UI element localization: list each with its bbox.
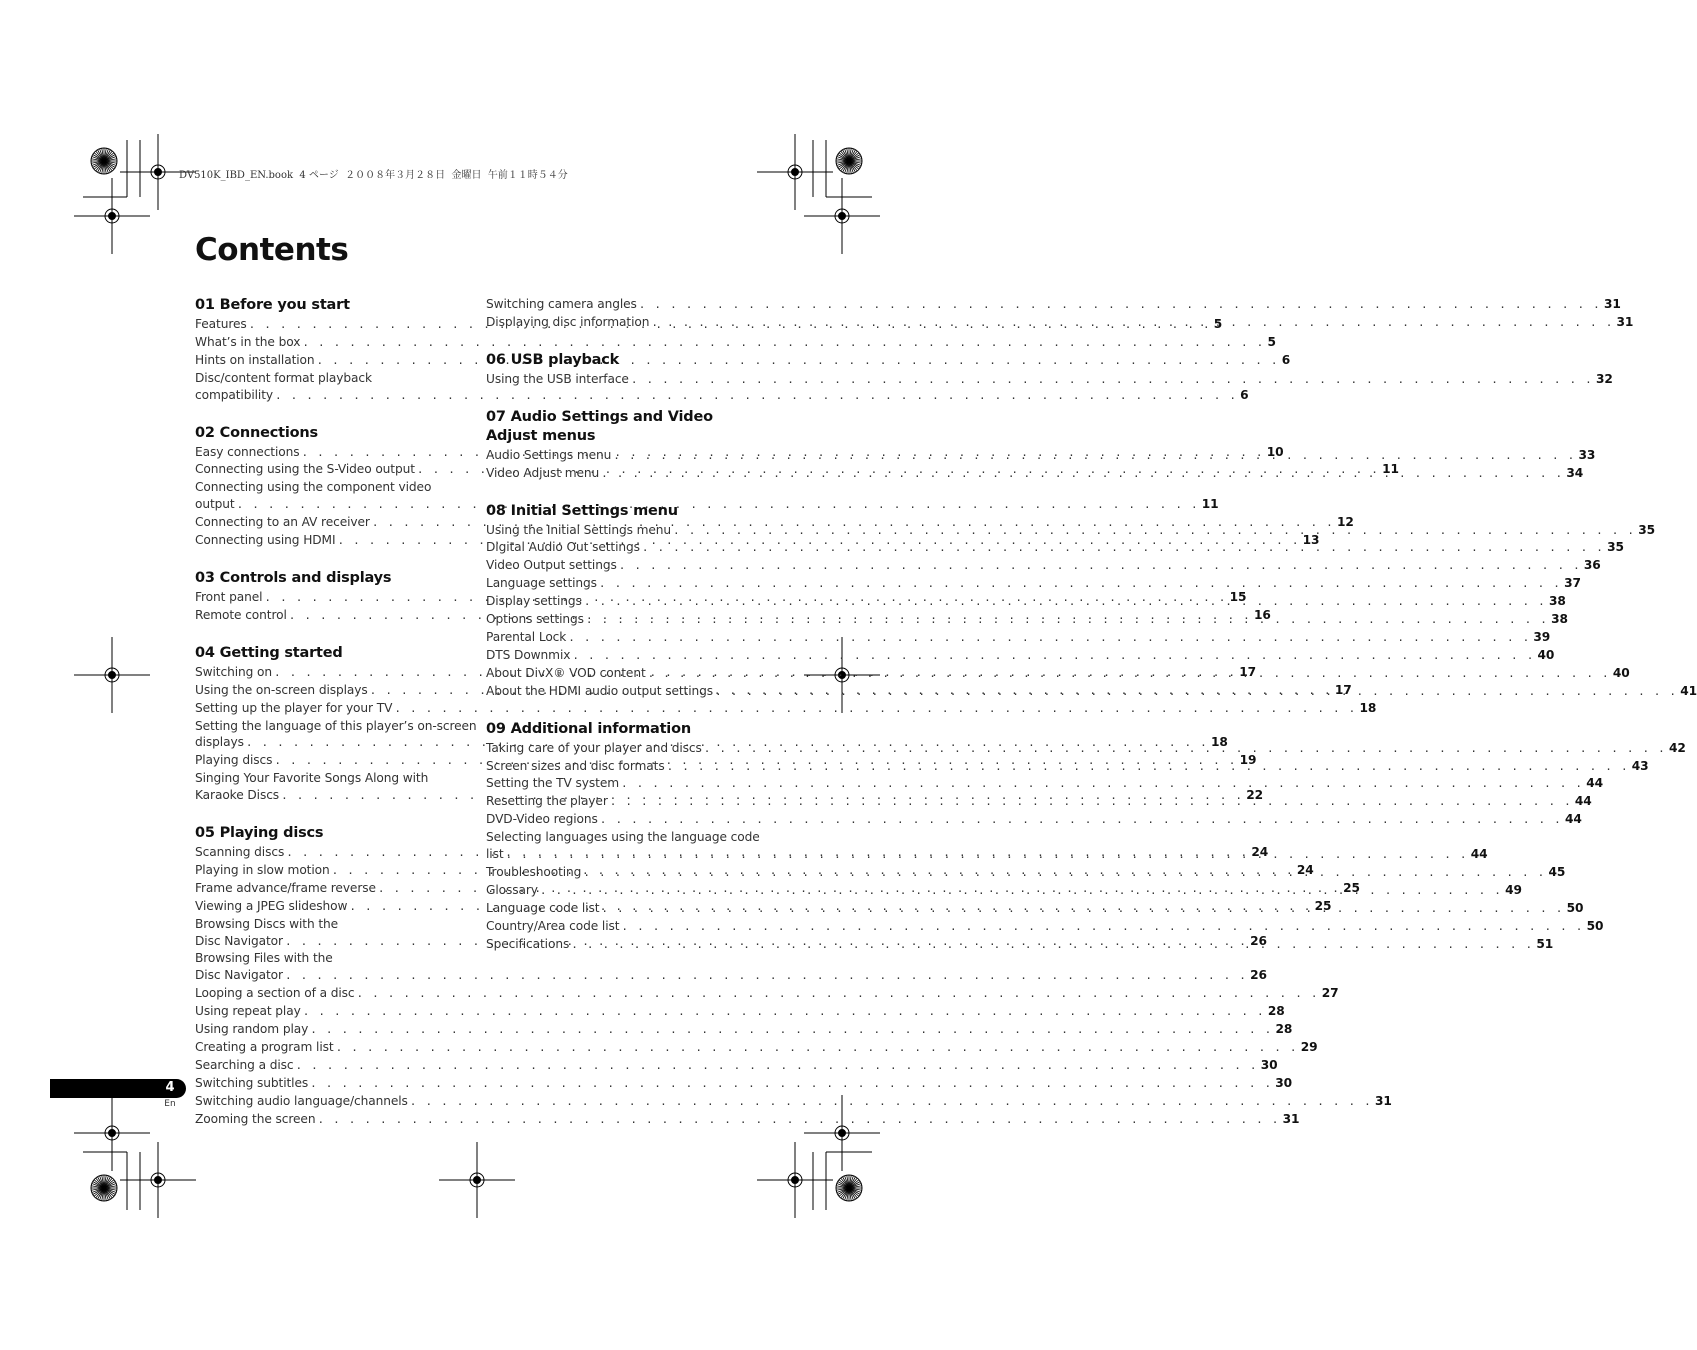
entry-page-number: 30 [1260,1057,1278,1072]
entry-page-number: 33 [1578,447,1596,462]
entry-title: DVD-Video regions [486,812,598,827]
page-number: 4 [165,1080,175,1095]
entry-page-number: 51 [1536,936,1554,951]
entry-title: Disc Navigator [195,933,283,948]
entry-title: Browsing Files with the [195,951,333,966]
entry-page-number: 10 [1266,444,1284,459]
dot-leader [621,776,1583,793]
dot-leader [357,986,1319,1003]
dot-leader [586,612,1548,629]
entry-page-number: 29 [1300,1040,1318,1054]
entry-page-number: 50 [1566,900,1584,915]
toc-entry[interactable] [486,314,1634,332]
entry-page-number: 44 [1564,812,1582,827]
entry-title: Remote control [195,607,287,622]
entry-page-number: 31 [1616,314,1634,329]
toc-entry[interactable] [195,1093,1392,1111]
entry-page-number: 6 [1281,352,1291,367]
entry-title: Browsing Discs with the [195,916,339,931]
entry-title: Hints on installation [195,352,315,367]
toc-section [486,296,1634,332]
entry-title: Language settings [486,576,597,591]
entry-page-number: 6 [1240,387,1249,402]
toc-section [486,351,1613,389]
dot-leader [571,937,1533,954]
entry-title: Screen sizes and disc formats [486,758,665,773]
entry-page-number: 41 [1680,683,1697,698]
entry-title: Country/Area code list [486,918,620,933]
entry-page-number: 44 [1586,776,1603,791]
entry-page-number: 38 [1549,594,1566,609]
entry-title: Specifications [486,936,570,951]
dot-leader [704,741,1666,758]
dot-leader [651,315,1613,332]
toc-entry[interactable] [195,387,1249,405]
entry-page-number: 12 [1337,515,1354,530]
entry-title: Switching camera angles [486,297,637,311]
toc-entry[interactable] [486,811,1582,829]
section-title: 02 Connections [195,424,318,441]
section-title: 08 Initial Settings menu [486,502,678,519]
dot-leader [310,1022,1272,1039]
dot-leader [667,759,1629,776]
entry-page-number: 24 [1296,862,1314,877]
entry-title: Displaying disc information [486,314,650,329]
toc-entry[interactable] [195,1003,1285,1021]
section-title: 07 Audio Settings and Video Adjust menus [486,408,713,444]
section-title: 04 Getting started [195,644,343,661]
entry-page-number: 5 [1267,334,1276,349]
dot-leader [639,297,1601,314]
entry-page-number: 28 [1275,1022,1293,1037]
entry-title: Setting up the player for your TV [195,700,393,715]
entry-title: compatibility [195,387,273,402]
entry-page-number: 34 [1566,465,1584,480]
entry-title: Easy connections [195,444,300,459]
entry-page-number: 25 [1314,898,1332,913]
toc-entry[interactable] [486,629,1551,647]
entry-title: Front panel [195,589,263,604]
dot-leader [610,794,1572,811]
toc-entry[interactable] [195,916,467,933]
toc-entry[interactable] [195,1057,1278,1075]
toc-entry[interactable] [486,775,1603,793]
entry-page-number: 15 [1229,589,1247,604]
entry-page-number: 35 [1607,540,1624,555]
entry-title: Options settings [486,612,584,627]
page-title: Contents [195,232,349,268]
entry-title: Creating a program list [195,1040,334,1054]
dot-leader [619,558,1581,575]
entry-page-number: 18 [1211,735,1228,750]
entry-title: Searching a disc [195,1057,294,1072]
entry-page-number: 49 [1505,882,1522,897]
section-title: 03 Controls and displays [195,569,392,586]
print-header: DV510K_IBD_EN.book 4 ページ ２００８年３月２８日 金曜日 午前１１時５４分 [179,170,568,181]
entry-title: Troubleshooting [486,864,582,879]
entry-title: Using the Initial Settings menu [486,522,672,537]
toc-entry[interactable] [486,829,758,846]
dot-leader [317,1112,1279,1129]
entry-title: output [195,497,235,512]
entry-title: Disc/content format playback [195,370,372,385]
entry-title: Singing Your Favorite Songs Along with [195,771,429,786]
entry-page-number: 28 [1267,1004,1285,1019]
entry-title: Viewing a JPEG slideshow [195,898,348,913]
entry-title: Connecting using the S-Video output [195,462,415,477]
dot-leader [613,448,1575,465]
dot-leader [568,630,1530,647]
toc-entry[interactable] [195,985,1339,1003]
entry-title: Parental Lock [486,629,567,644]
toc-entry[interactable] [195,1039,1318,1057]
toc-entry[interactable] [195,334,1276,352]
dot-leader [601,466,1563,483]
dot-leader [584,594,1546,611]
entry-title: What’s in the box [195,334,301,349]
entry-page-number: 11 [1201,497,1219,512]
toc-entry[interactable] [486,647,1555,665]
dot-leader [583,865,1545,882]
entry-page-number: 13 [1302,533,1320,548]
entry-page-number: 22 [1246,788,1264,803]
toc-entry[interactable] [486,575,1581,593]
entry-title: Setting the TV system [486,776,620,791]
entry-title: DTS Downmix [486,647,571,662]
entry-title: Zooming the screen [195,1111,316,1126]
entry-title: Connecting using the component video [195,480,432,495]
entry-page-number: 32 [1596,371,1613,386]
entry-page-number: 30 [1275,1075,1293,1090]
section-title: 09 Additional information [486,720,691,737]
dot-leader [310,1076,1272,1093]
entry-title: Language code list [486,900,600,915]
dot-leader [599,576,1561,593]
entry-page-number: 31 [1374,1093,1392,1108]
toc-entry[interactable] [195,700,1377,718]
dot-leader [317,353,1279,370]
entry-page-number: 44 [1470,847,1488,862]
entry-page-number: 31 [1282,1111,1300,1126]
entry-title: Features [195,317,247,331]
entry-title: displays [195,735,244,750]
entry-page-number: 31 [1603,297,1621,311]
toc-entry[interactable] [486,918,1604,936]
entry-page-number: 37 [1564,576,1581,591]
toc-entry[interactable] [486,296,1621,314]
entry-title: Using the USB interface [486,371,629,386]
entry-title: Display settings [486,594,582,609]
toc-entry[interactable] [486,557,1601,575]
entry-title: Switching audio language/channels [195,1093,408,1108]
entry-title: list [486,847,504,862]
entry-title: Scanning discs [195,845,285,860]
entry-title: Karaoke Discs [195,788,280,803]
entry-page-number: 17 [1334,682,1352,697]
toc-entry[interactable] [195,479,467,496]
dot-leader [601,901,1563,918]
dot-leader [303,1004,1265,1021]
toc-entry[interactable] [195,770,467,787]
entry-page-number: 16 [1253,607,1271,622]
dot-leader [285,968,1247,985]
entry-page-number: 5 [1213,317,1223,331]
entry-page-number: 40 [1612,665,1630,680]
toc-entry[interactable] [195,1075,1293,1093]
entry-title: Disc Navigator [195,968,283,983]
entry-title: Digital Audio Out settings [486,540,640,555]
entry-title: Video Adjust menu [486,465,600,480]
entry-page-number: 45 [1548,864,1566,879]
dot-leader [631,372,1593,389]
entry-title: Switching subtitles [195,1075,309,1090]
dot-leader [336,1040,1298,1057]
toc-entry[interactable] [195,950,467,967]
dot-leader [648,666,1610,683]
entry-title: About DivX® VOD content [486,665,646,680]
entry-page-number: 39 [1533,629,1551,644]
entry-page-number: 17 [1239,664,1256,679]
page-language: En [164,1099,176,1109]
toc-entry[interactable] [486,371,1613,389]
entry-page-number: 26 [1250,933,1267,948]
section-title: 06 USB playback [486,351,620,368]
toc-entry[interactable] [195,370,467,387]
entry-title: Resetting the player [486,794,608,809]
entry-title: Playing in slow motion [195,862,330,877]
dot-leader [715,684,1677,701]
entry-title: Connecting to an AV receiver [195,515,370,530]
entry-page-number: 43 [1631,758,1649,773]
entry-title: Video Output settings [486,558,617,573]
dot-leader [572,648,1534,665]
entry-page-number: 44 [1574,794,1592,809]
dot-leader [642,540,1604,557]
entry-page-number: 26 [1250,968,1267,983]
section-title: 05 Playing discs [195,825,324,842]
toc-entry[interactable] [195,1111,1300,1129]
entry-page-number: 42 [1668,740,1686,755]
entry-page-number: 35 [1638,522,1655,537]
entry-page-number: 18 [1359,700,1377,715]
entry-page-number: 50 [1586,918,1604,933]
toc-entry[interactable] [195,1021,1293,1039]
entry-title: Using the on-screen displays [195,682,368,697]
dot-leader [410,1094,1372,1111]
entry-title: Frame advance/frame reverse [195,880,376,895]
entry-title: Setting the language of this player’s on-screen [195,718,477,733]
entry-title: Taking care of your player and discs [486,740,702,755]
dot-leader [621,919,1583,936]
entry-title: Glossary [486,882,538,897]
entry-title: Switching on [195,664,272,679]
entry-title: Using random play [195,1022,309,1037]
entry-page-number: 36 [1583,558,1601,573]
entry-title: Connecting using HDMI [195,533,336,548]
entry-page-number: 24 [1251,845,1269,860]
dot-leader [506,847,1468,864]
dot-leader [302,335,1264,352]
toc-entry[interactable] [195,967,1267,985]
dot-leader [540,883,1502,900]
entry-title: About the HDMI audio output settings [486,683,714,698]
entry-page-number: 40 [1537,647,1555,662]
dot-leader [673,523,1635,540]
entry-title: Playing discs [195,753,273,768]
entry-title: Audio Settings menu [486,447,612,462]
entry-page-number: 19 [1239,753,1257,768]
dot-leader [296,1058,1258,1075]
entry-title: Looping a section of a disc [195,986,355,1001]
entry-page-number: 25 [1343,880,1360,895]
dot-leader [600,812,1562,829]
entry-title: Using repeat play [195,1004,301,1019]
entry-page-number: 11 [1382,462,1399,477]
toc-entry[interactable] [195,718,477,735]
entry-page-number: 27 [1321,986,1339,1001]
section-title: 01 Before you start [195,297,350,313]
entry-page-number: 38 [1551,612,1568,627]
entry-title: Selecting languages using the language code [486,830,760,845]
